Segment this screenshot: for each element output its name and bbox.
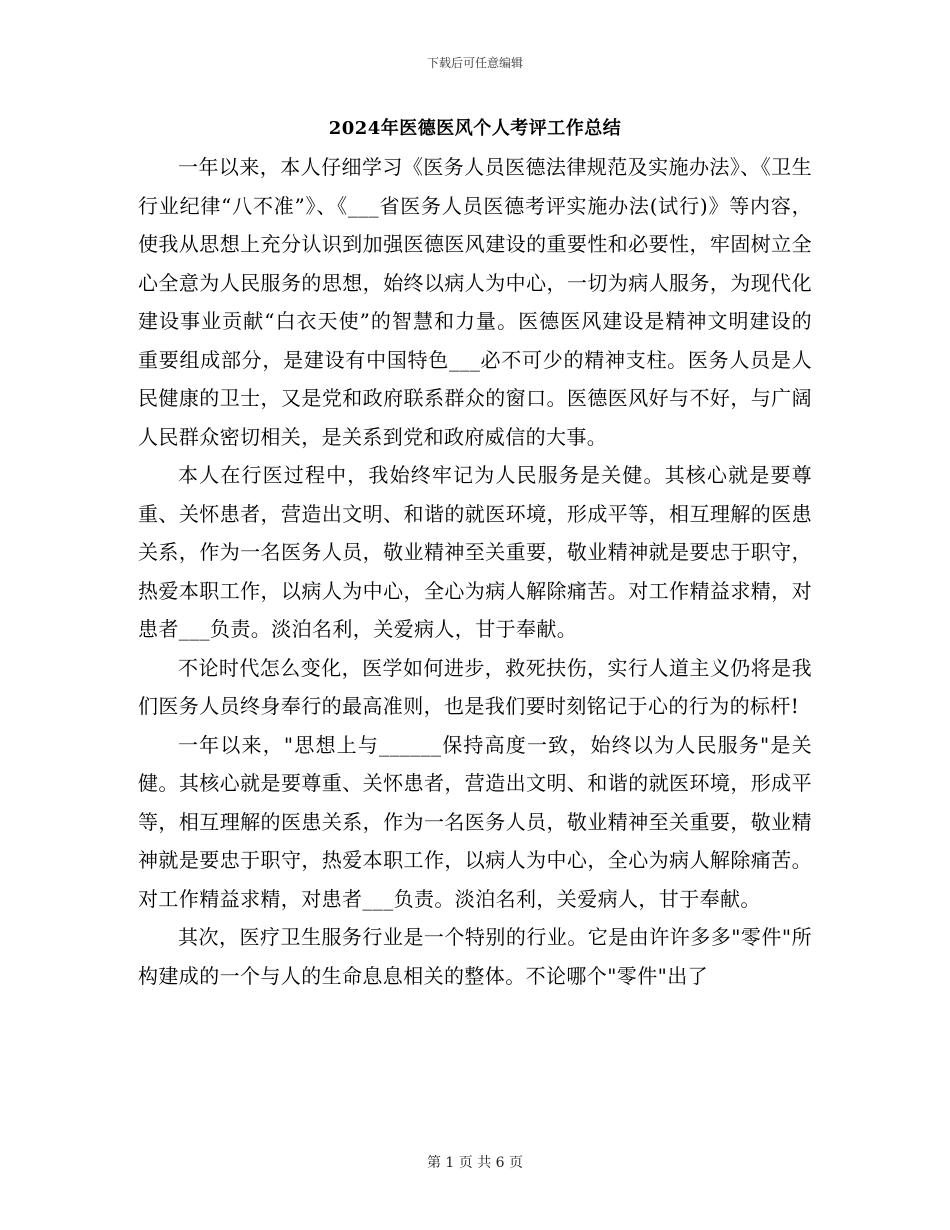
page-header-note: 下载后可任意编辑 [426,56,523,70]
document-body [138,148,812,995]
page-number: 第 1 页 共 6 页 [426,1155,524,1171]
paragraph-3: 不论时代怎么变化，医学如何进步，救死扶伤，实行人道主义仍将是我们医务人员终身奉行的最高准则，也是我们要时刻铭记于心的行为的标杆! [138,655,812,718]
paragraph-1: 一年以来，本人仔细学习《医务人员医德法律规范及实施办法》、《卫生行业纪律“八不准”》、《___省医务人员医德考评实施办法(试行)》等内容，使我从思想上充分认识到加强医德医风建设的重要性和必要性，牢固树立全心全意为人民服务的思想，始终以病人为中心，一切为病人服务，为现代化建设事业贡献“白衣天使”的智慧和力量。医德医风建设是精神文明建设的重要组成部分，是建设有中国特色___必不可少的精神支柱。医务人员是人民健康的卫士，又是党和政府联系群众的窗口。医德医风好与不好，与广阔人民群众密切相关，是关系到党和政府威信的大事。 [138,155,812,449]
paragraph-4: 一年以来，"思想上与______保持高度一致，始终以为人民服务"是关健。其核心就是要尊重、关怀患者，营造出文明、和谐的就医环境，形成平等，相互理解的医患关系，作为一名医务人员，敬业精神至关重要，敬业精神就是要忠于职守，热爱本职工作，以病人为中心，全心为病人解除痛苦。对工作精益求精，对患者___负责。淡泊名利，关爱病人，甘于奉献。 [138,732,812,911]
paragraph-5: 其次，医疗卫生服务行业是一个特别的行业。它是由许许多多"零件"所构建成的一个与人的生命息息相关的整体。不论哪个"零件"出了 [138,925,812,988]
document-title: 2024年医德医风个人考评工作总结 [328,118,622,139]
paragraph-2: 本人在行医过程中，我始终牢记为人民服务是关健。其核心就是要尊重、关怀患者，营造出文明、和谐的就医环境，形成平等，相互理解的医患关系，作为一名医务人员，敬业精神至关重要，敬业精神就是要忠于职守，热爱本职工作，以病人为中心，全心为病人解除痛苦。对工作精益求精，对患者___负责。淡泊名利，关爱病人，甘于奉献。 [138,463,812,641]
